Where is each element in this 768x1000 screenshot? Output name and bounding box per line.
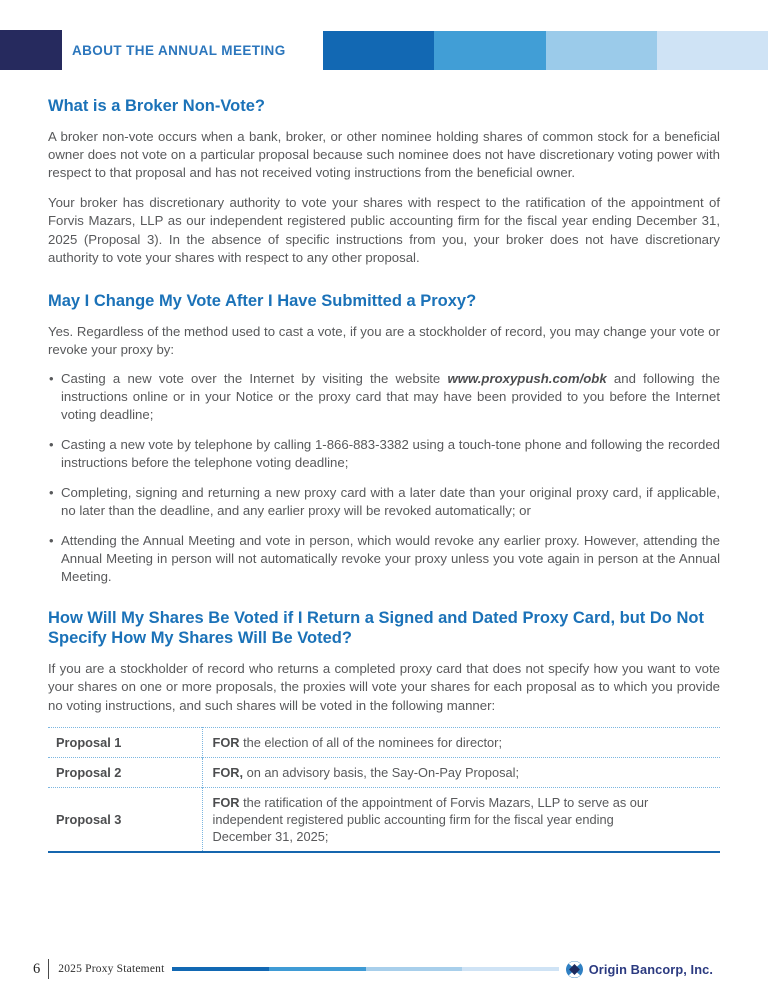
section-header-band (0, 30, 768, 70)
gradient-segment-4 (462, 967, 559, 972)
paragraph: If you are a stockholder of record who returns a completed proxy card that does not specify how you want to vote your shares on one or more proposals, the proxies will vote your shares for each proposal as to which you provide no voting instructions, and such shares will be voted in the following manner: (48, 660, 720, 713)
company-name: Origin Bancorp, Inc. (588, 961, 713, 977)
proposals-vote-table (48, 727, 720, 853)
origin-bancorp-logo-icon (566, 961, 583, 978)
gradient-segment-1 (323, 31, 434, 70)
list-item-text (61, 370, 720, 425)
proposal-label: Proposal 3 (48, 787, 202, 852)
question-heading-shares-voted: How Will My Shares Be Voted if I Return a Signed and Dated Proxy Card, but Do Not Specify How My Shares Will Be Voted? (48, 608, 704, 648)
footer-gradient-bar (172, 967, 558, 972)
footer-divider (48, 959, 49, 979)
gradient-segment-2 (269, 967, 366, 972)
proposal-label: Proposal 1 (48, 727, 202, 757)
vote-description-text: on an advisory basis, the Say-On-Pay Proposal; (243, 764, 520, 780)
bullet-icon: • (49, 370, 54, 386)
list-item-text: Completing, signing and returning a new proxy card with a later date than your original proxy card, if applicable, no later than the deadline, and any earlier proxy will be revoked automatically; or (61, 484, 720, 519)
proxy-website-text: www.proxypush.com/obk (447, 370, 607, 386)
bullet-icon: • (49, 532, 54, 548)
page-footer (0, 956, 768, 982)
gradient-segment-4 (657, 31, 768, 70)
list-item (48, 370, 720, 425)
header-gradient-bar (323, 31, 768, 70)
page-content (48, 70, 720, 853)
proposal-label: Proposal 2 (48, 757, 202, 787)
vote-description-text: the election of all of the nominees for director; (239, 734, 502, 750)
list-item-text: Attending the Annual Meeting and vote in person, which would revoke any earlier proxy. However, attending the Annual Meeting in person will not automatically revoke your proxy unless you vote again in person at the Annual Meeting. (61, 532, 720, 585)
vote-recommendation: FOR (212, 734, 240, 750)
list-item (48, 484, 720, 521)
navy-accent-block (0, 30, 62, 70)
proposal-description (202, 757, 720, 787)
table-row (48, 727, 720, 757)
question-heading-broker-non-vote: What is a Broker Non-Vote? (48, 97, 265, 115)
list-item-text: Casting a new vote by telephone by calling 1-866-883-3382 using a touch-tone phone and following the recorded instructions before the telephone voting deadline; (61, 436, 720, 471)
page-number: 6 (33, 960, 41, 977)
vote-recommendation: FOR, (212, 764, 244, 780)
section-title: ABOUT THE ANNUAL MEETING (72, 42, 286, 58)
vote-recommendation: FOR (212, 794, 240, 810)
vote-description-text: the ratification of the appointment of Forvis Mazars, LLP to serve as our independent registered public accounting firm for the fiscal year ending December 31, 2025; (212, 794, 649, 844)
document-title: 2025 Proxy Statement (58, 963, 165, 975)
bullet-text-post: and following the instructions online or in your Notice or the proxy card that may have been provided to you before the Internet voting deadline; (61, 370, 720, 423)
proposal-description (202, 787, 720, 852)
bullet-icon: • (49, 484, 54, 500)
paragraph: A broker non-vote occurs when a bank, broker, or other nominee holding shares of common stock for a beneficial owner does not vote on a particular proposal because such nominee does not have discretionary voting power with respect to that proposal and has not received voting instructions from the beneficial owner. (48, 128, 720, 181)
table-row (48, 787, 720, 852)
list-item (48, 436, 720, 473)
revoke-methods-list (48, 370, 720, 587)
paragraph: Yes. Regardless of the method used to cast a vote, if you are a stockholder of record, you may change your vote or revoke your proxy by: (48, 323, 720, 358)
gradient-segment-2 (434, 31, 545, 70)
bullet-icon: • (49, 436, 54, 452)
paragraph: Your broker has discretionary authority to vote your shares with respect to the ratification of the appointment of Forvis Mazars, LLP as our independent registered public accounting firm for the fiscal year ending December 31, 2025 (Proposal 3). In the absence of specific instructions from you, your broker does not have discretionary authority to vote your shares with respect to any other proposal. (48, 194, 720, 265)
bullet-text-pre: Casting a new vote over the Internet by visiting the website (61, 370, 448, 386)
list-item (48, 532, 720, 587)
gradient-segment-3 (366, 967, 463, 972)
gradient-segment-3 (546, 31, 657, 70)
table-row (48, 757, 720, 787)
gradient-segment-1 (172, 967, 269, 972)
question-heading-change-vote: May I Change My Vote After I Have Submitted a Proxy? (48, 292, 477, 311)
proposal-description (202, 727, 720, 757)
